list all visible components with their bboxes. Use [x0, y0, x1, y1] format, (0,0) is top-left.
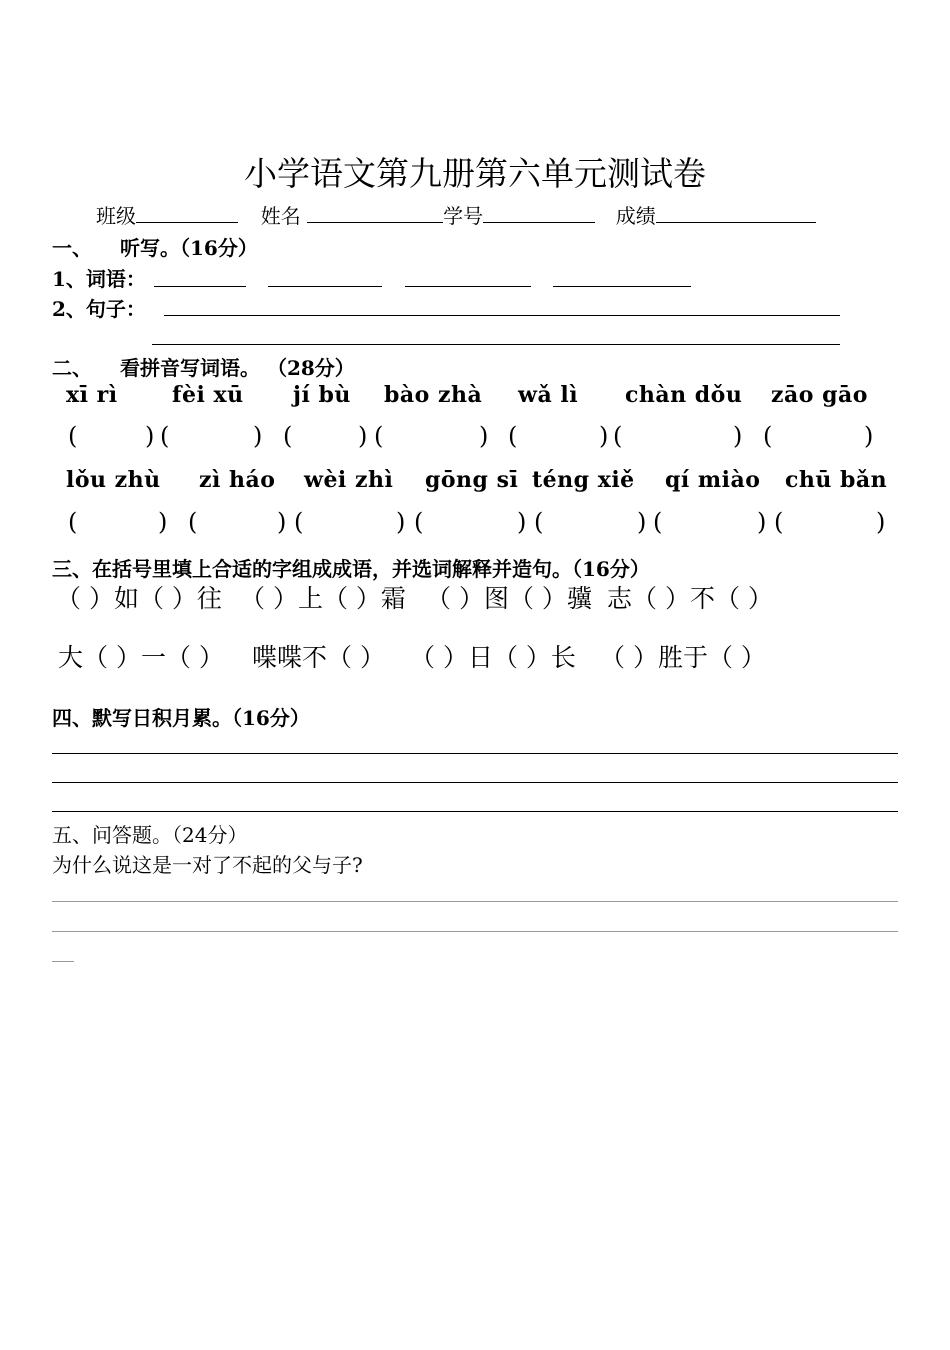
page-title: 小学语文第九册第六单元测试卷 [244, 154, 706, 193]
section2-title: 看拼音写词语。 （28分） [120, 356, 355, 380]
answer-open-paren: ( [613, 422, 623, 450]
pinyin-item: wèi zhì [304, 467, 394, 493]
question-text: 为什么说这是一对了不起的父与子? [52, 853, 363, 877]
pinyin-item: wǎ lì [518, 382, 579, 408]
answer-close-paren: ) [158, 508, 168, 536]
sentence-label: 2、句子： [52, 297, 146, 321]
idiom-item: （ ）胜于（ ） [600, 643, 766, 672]
answer-open-paren: ( [763, 422, 773, 450]
answer-line-3[interactable] [52, 961, 74, 962]
recitation-line-1[interactable] [52, 753, 898, 754]
name-label: 姓名 [260, 204, 301, 228]
class-blank[interactable] [136, 204, 238, 223]
pinyin-item: bào zhà [384, 382, 483, 408]
word-blank-1[interactable] [154, 286, 246, 287]
answer-open-paren: ( [68, 508, 78, 536]
score-label: 成绩 [615, 204, 656, 228]
answer-line-2[interactable] [52, 931, 898, 932]
section4-heading: 四、默写日积月累。（16分） [52, 706, 310, 730]
name-blank[interactable] [307, 204, 443, 223]
score-blank[interactable] [656, 204, 816, 223]
section1-number: 一、 [52, 236, 92, 260]
answer-close-paren: ) [253, 422, 263, 450]
sentence-line-1[interactable] [164, 315, 840, 316]
idiom-item: （ ）图（ ）骥 [426, 584, 592, 613]
answer-close-paren: ) [876, 508, 886, 536]
answer-close-paren: ) [599, 422, 609, 450]
section5-heading: 五、问答题。（24分） [52, 823, 248, 847]
answer-open-paren: ( [374, 422, 384, 450]
idiom-item: （ ）如（ ）往 [56, 584, 222, 613]
idiom-item: 喋喋不（ ） [252, 643, 385, 672]
word-blank-2[interactable] [268, 286, 382, 287]
answer-line-1[interactable] [52, 901, 898, 902]
answer-open-paren: ( [534, 508, 544, 536]
idiom-item: （ ）上（ ）霜 [240, 584, 406, 613]
section3-heading: 三、在括号里填上合适的字组成成语，并选词解释并造句。（16分） [52, 557, 650, 581]
answer-open-paren: ( [294, 508, 304, 536]
pinyin-item: zāo gāo [771, 382, 868, 408]
student-info-row [96, 200, 816, 229]
answer-open-paren: ( [774, 508, 784, 536]
pinyin-item: lǒu zhù [66, 467, 161, 493]
class-label: 班级 [96, 204, 136, 228]
pinyin-item: fèi xū [172, 382, 244, 408]
idiom-item: 志（ ）不（ ） [607, 584, 773, 613]
idiom-item: 大（ ）一（ ） [58, 643, 224, 672]
section2-number: 二、 [52, 356, 92, 380]
id-blank[interactable] [483, 204, 595, 223]
answer-close-paren: ) [733, 422, 743, 450]
answer-close-paren: ) [145, 422, 155, 450]
answer-close-paren: ) [864, 422, 874, 450]
recitation-line-2[interactable] [52, 782, 898, 783]
pinyin-item: téng xiě [532, 467, 635, 493]
answer-open-paren: ( [283, 422, 293, 450]
sentence-line-2[interactable] [152, 344, 840, 345]
id-label: 学号 [443, 204, 484, 228]
pinyin-item: chàn dǒu [625, 382, 743, 408]
answer-open-paren: ( [414, 508, 424, 536]
answer-close-paren: ) [358, 422, 368, 450]
answer-open-paren: ( [160, 422, 170, 450]
answer-close-paren: ) [396, 508, 406, 536]
words-label: 1、词语： [52, 267, 146, 291]
answer-open-paren: ( [508, 422, 518, 450]
answer-close-paren: ) [757, 508, 767, 536]
answer-close-paren: ) [479, 422, 489, 450]
pinyin-item: xī rì [66, 382, 118, 408]
answer-open-paren: ( [188, 508, 198, 536]
pinyin-item: gōng sī [425, 467, 519, 493]
answer-close-paren: ) [277, 508, 287, 536]
section1-title: 听写。（16分） [120, 236, 258, 260]
pinyin-item: jí bù [293, 382, 351, 408]
pinyin-item: chū bǎn [785, 467, 888, 493]
section2-heading [52, 352, 355, 381]
answer-close-paren: ) [517, 508, 527, 536]
answer-close-paren: ) [637, 508, 647, 536]
idiom-item: （ ）日（ ）长 [410, 643, 576, 672]
pinyin-item: zì háo [199, 467, 276, 493]
pinyin-item: qí miào [665, 467, 761, 493]
word-blank-4[interactable] [553, 286, 691, 287]
word-blank-3[interactable] [405, 286, 531, 287]
section1-heading [52, 232, 258, 261]
answer-open-paren: ( [653, 508, 663, 536]
recitation-line-3[interactable] [52, 811, 898, 812]
answer-open-paren: ( [68, 422, 78, 450]
